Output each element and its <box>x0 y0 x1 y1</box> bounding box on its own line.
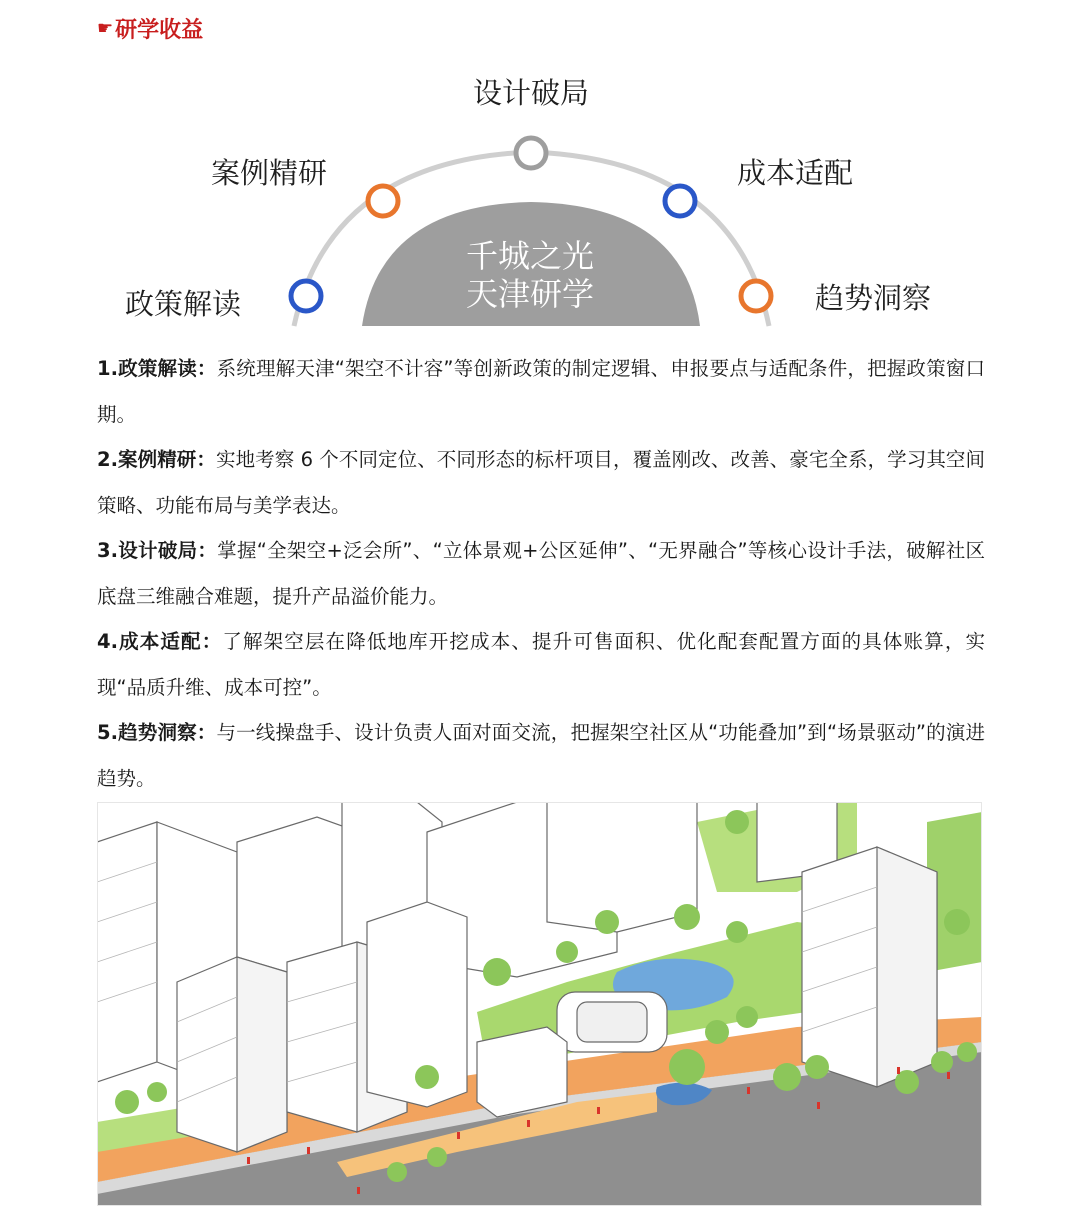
benefit-item-body: 实地考察 6 个不同定位、不同形态的标杆项目，覆盖刚改、改善、豪宅全系，学习其空间策略、功能布局与美学表达。 <box>97 448 985 517</box>
benefit-item <box>97 437 985 528</box>
node-left-mid <box>368 186 398 216</box>
benefit-item <box>97 619 985 710</box>
pointing-hand-icon: ☛ <box>97 17 114 39</box>
benefit-item <box>97 710 985 801</box>
node-left-low <box>291 281 321 311</box>
label-trend-insight: 趋势洞察 <box>815 281 932 315</box>
node-right-mid <box>665 186 695 216</box>
benefit-item-body: 了解架空层在降低地库开挖成本、提升可售面积、优化配套配置方面的具体账算，实现“品质升维、成本可控”。 <box>97 630 985 699</box>
label-cost-fit: 成本适配 <box>737 156 854 190</box>
benefit-item-body: 掌握“全架空+泛会所”、“立体景观+公区延伸”、“无界融合”等核心设计手法，破解社区底盘三维融合难题，提升产品溢价能力。 <box>97 539 985 608</box>
label-design-breakthrough: 设计破局 <box>473 76 590 110</box>
node-right-low <box>741 281 771 311</box>
label-case-study: 案例精研 <box>211 156 328 190</box>
label-policy-reading: 政策解读 <box>125 287 242 321</box>
node-top <box>516 138 546 168</box>
section-title-text: 研学收益 <box>115 17 204 43</box>
benefit-list <box>97 346 985 801</box>
benefit-item-head: 2.案例精研： <box>97 448 216 471</box>
benefit-item-body: 系统理解天津“架空不计容”等创新政策的制定逻辑、申报要点与适配条件，把握政策窗口期。 <box>97 357 985 426</box>
center-caption <box>430 237 630 313</box>
benefit-item-head: 3.设计破局： <box>97 539 218 562</box>
benefits-diagram <box>0 0 1080 340</box>
benefit-item-head: 1.政策解读： <box>97 357 217 380</box>
community-axonometric-illustration <box>97 802 982 1206</box>
center-caption-line2: 天津研学 <box>465 275 594 313</box>
benefit-item-body: 与一线操盘手、设计负责人面对面交流，把握架空社区从“功能叠加”到“场景驱动”的演进趋势。 <box>97 721 985 790</box>
benefit-item-head: 4.成本适配： <box>97 630 223 653</box>
center-caption-line1: 千城之光 <box>465 237 594 275</box>
benefit-item <box>97 346 985 437</box>
benefit-item <box>97 528 985 619</box>
illustration-graphic <box>97 802 982 1206</box>
benefit-item-head: 5.趋势洞察： <box>97 721 217 744</box>
